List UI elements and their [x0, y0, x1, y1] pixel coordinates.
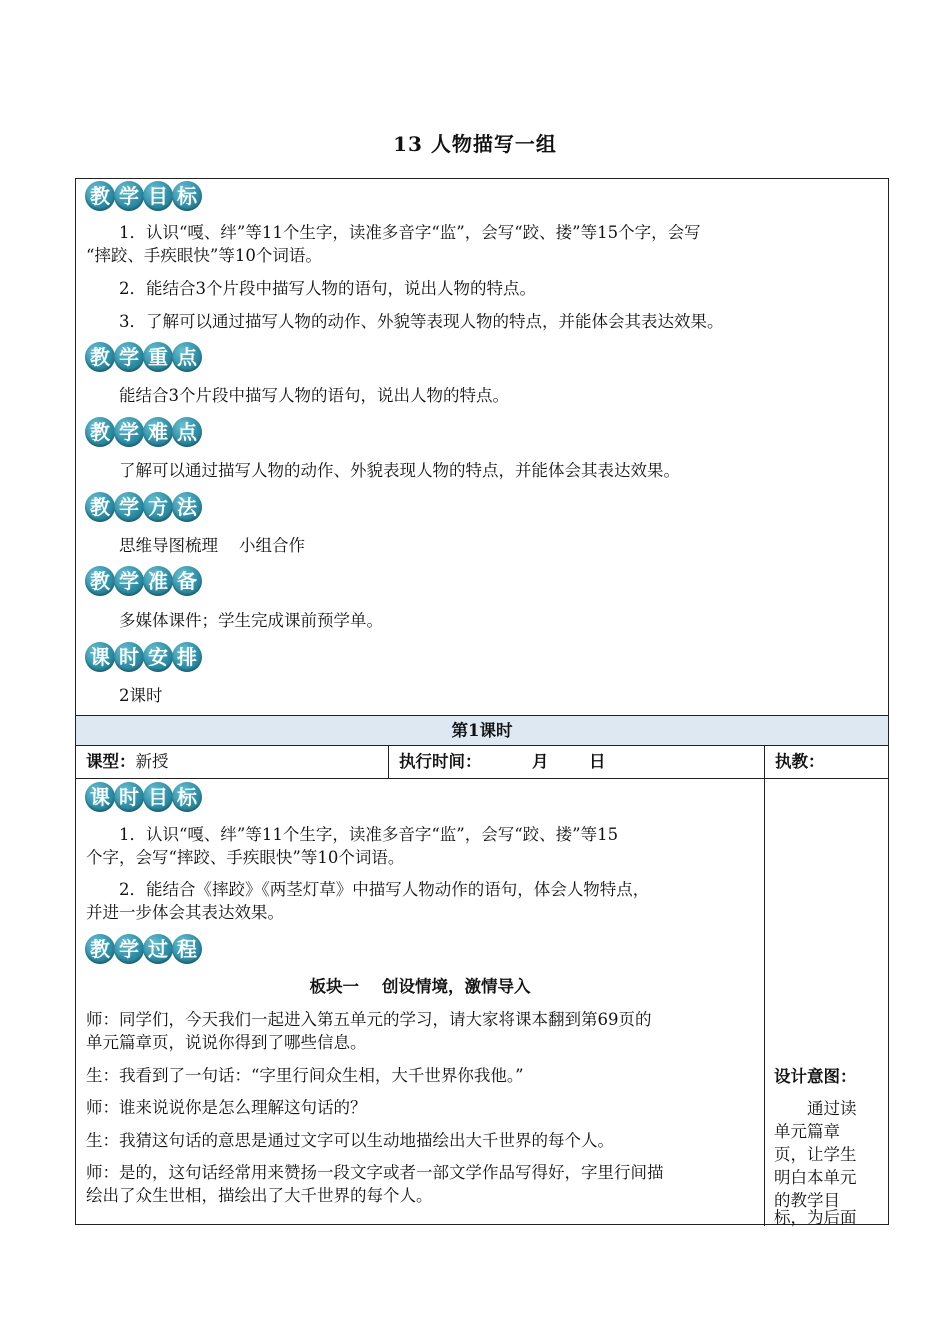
dialogue-line: 师：谁来说说你是怎么理解这句话的？ [86, 1098, 367, 1117]
badge-difficulty [85, 417, 201, 447]
badge-method [85, 492, 201, 522]
badge-char: 学 [114, 181, 144, 211]
badge-char: 难 [143, 417, 173, 447]
badge-char: 教 [85, 181, 115, 211]
badge-char: 排 [172, 642, 202, 672]
design-intent-label: 设计意图： [774, 1067, 857, 1086]
badge-char: 方 [143, 492, 173, 522]
badge-char: 教 [85, 566, 115, 596]
divider [764, 779, 765, 1226]
badge-char: 学 [114, 566, 144, 596]
divider [388, 746, 389, 779]
lesson-goal-line-2: 个字，会写“摔跤、手疾眼快”等10个词语。 [86, 848, 405, 867]
badge-key-point [85, 342, 201, 372]
design-intent-line: 标，为后面 [774, 1208, 857, 1227]
badge-lesson-goals [85, 782, 201, 812]
teacher-cell: 执教： [775, 752, 825, 771]
lesson-goal-line-1: 1．认识“嘎、绊”等11个生字，读准多音字“监”，会写“跤、搂”等15 [119, 825, 619, 844]
badge-char: 点 [172, 417, 202, 447]
design-intent-line: 页，让学生 [774, 1145, 857, 1164]
badge-char: 教 [85, 342, 115, 372]
badge-char: 课 [85, 782, 115, 812]
goal-line-4: 3．了解可以通过描写人物的动作、外貌等表现人物的特点，并能体会其表达效果。 [119, 312, 724, 331]
badge-char: 目 [143, 782, 173, 812]
goal-line-2: “摔跤、手疾眼快”等10个词语。 [86, 246, 322, 265]
badge-char: 备 [172, 566, 202, 596]
dialogue-line: 生：我看到了一句话：“字里行间众生相，大千世界你我他。” [86, 1066, 524, 1085]
block-title: 板块一 创设情境，激情导入 [309, 977, 531, 996]
badge-char: 目 [143, 181, 173, 211]
badge-char: 学 [114, 342, 144, 372]
lesson-goal-line-3: 2．能结合《摔跤》《两茎灯草》中描写人物动作的语句，体会人物特点， [119, 880, 650, 899]
badge-char: 标 [172, 181, 202, 211]
method-text: 思维导图梳理 小组合作 [119, 536, 305, 555]
lesson-goal-line-4: 并进一步体会其表达效果。 [86, 903, 284, 922]
lesson-header: 第1课时 [76, 715, 888, 746]
badge-char: 时 [114, 642, 144, 672]
badge-char: 学 [114, 417, 144, 447]
badge-char: 教 [85, 492, 115, 522]
dialogue-line: 生：我猜这句话的意思是通过文字可以生动地描绘出大千世界的每个人。 [86, 1131, 614, 1150]
schedule-text: 2课时 [119, 686, 163, 705]
badge-preparation [85, 566, 201, 596]
design-intent-line: 明白本单元 [774, 1168, 857, 1187]
key-point-text: 能结合3个片段中描写人物的语句，说出人物的特点。 [119, 386, 509, 405]
preparation-text: 多媒体课件；学生完成课前预学单。 [119, 611, 383, 630]
day-label: 日 [589, 752, 606, 771]
dialogue-line: 绘出了众生世相，描绘出了大千世界的每个人。 [86, 1186, 433, 1205]
lesson-plan-table [75, 178, 889, 1225]
badge-char: 标 [172, 782, 202, 812]
document-title: 13 人物描写一组 [393, 132, 557, 156]
badge-teaching-process [85, 934, 201, 964]
badge-char: 安 [143, 642, 173, 672]
goal-line-1: 1．认识“嘎、绊”等11个生字，读准多音字“监”，会写“跤、搂”等15个字，会写 [119, 223, 701, 242]
badge-char: 法 [172, 492, 202, 522]
divider [764, 746, 765, 779]
lesson-type-label: 课型： [86, 752, 136, 771]
design-intent-line: 通过读 [807, 1099, 857, 1118]
design-intent-line: 的教学目 [774, 1191, 840, 1210]
badge-teaching-goals [85, 181, 201, 211]
badge-char: 教 [85, 934, 115, 964]
badge-char: 教 [85, 417, 115, 447]
badge-char: 学 [114, 934, 144, 964]
execution-time-cell [389, 746, 765, 778]
lesson-type-value: 新授 [135, 752, 169, 771]
month-label: 月 [532, 752, 549, 771]
overview-section [76, 179, 888, 715]
badge-char: 过 [143, 934, 173, 964]
dialogue-line: 师：同学们，今天我们一起进入第五单元的学习，请大家将课本翻到第69页的 [86, 1010, 652, 1029]
badge-char: 程 [172, 934, 202, 964]
goal-line-3: 2．能结合3个片段中描写人物的语句，说出人物的特点。 [119, 279, 536, 298]
badge-char: 准 [143, 566, 173, 596]
badge-char: 时 [114, 782, 144, 812]
lesson-info-row [76, 746, 888, 779]
dialogue-line: 师：是的，这句话经常用来赞扬一段文字或者一部文学作品写得好，字里行间描 [86, 1163, 664, 1182]
design-intent-line: 单元篇章 [774, 1122, 840, 1141]
badge-schedule [85, 642, 201, 672]
badge-char: 重 [143, 342, 173, 372]
badge-char: 课 [85, 642, 115, 672]
lesson-type-cell [76, 746, 389, 778]
dialogue-line: 单元篇章页，说说你得到了哪些信息。 [86, 1033, 367, 1052]
difficulty-text: 了解可以通过描写人物的动作、外貌表现人物的特点，并能体会其表达效果。 [119, 461, 680, 480]
execution-time-label: 执行时间： [399, 752, 482, 771]
badge-char: 学 [114, 492, 144, 522]
badge-char: 点 [172, 342, 202, 372]
